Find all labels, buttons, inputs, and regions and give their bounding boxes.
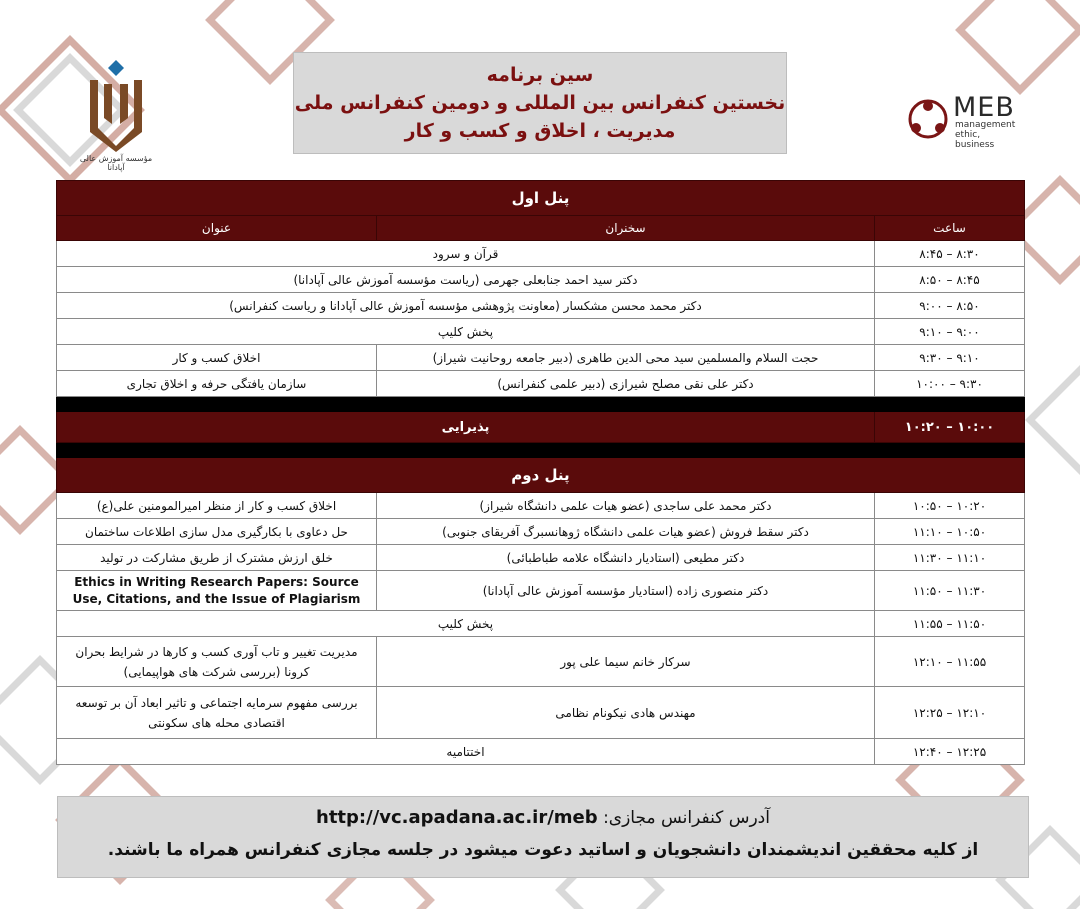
break-label: پذیرایی <box>56 412 874 443</box>
institute-caption: مؤسسه آموزش عالی آپادانا <box>79 154 153 172</box>
row-topic: خلق ارزش مشترک از طریق مشارکت در تولید <box>56 545 376 571</box>
row-topic: حل دعاوی با بکارگیری مدل سازی اطلاعات ساختمان <box>56 519 376 545</box>
row-time: ۱۰:۲۰ – ۱۰:۵۰ <box>875 493 1025 519</box>
table-row <box>56 637 1024 687</box>
table-row <box>56 545 1024 571</box>
separator-bar <box>56 443 1024 458</box>
table-row <box>56 493 1024 519</box>
footer-address-label: آدرس کنفرانس مجازی: <box>603 808 770 828</box>
panel-2-title: پنل دوم <box>56 458 1024 493</box>
row-speaker: دکتر مطیعی (استادیار دانشگاه علامه طباطبائی) <box>377 545 875 571</box>
table-row <box>56 739 1024 765</box>
row-time: ۹:۳۰ – ۱۰:۰۰ <box>875 371 1025 397</box>
row-time: ۸:۵۰ – ۹:۰۰ <box>875 293 1025 319</box>
row-speaker: دکتر محمد علی ساجدی (عضو هیات علمی دانشگاه شیراز) <box>377 493 875 519</box>
institute-logo-icon <box>78 58 154 153</box>
title-line-3: مدیریت ، اخلاق و کسب و کار <box>404 120 676 142</box>
panel-1-title-row <box>56 181 1024 216</box>
meb-sub-2: ethic, business <box>955 130 995 150</box>
table-row <box>56 345 1024 371</box>
header-speaker: سخنران <box>377 216 875 241</box>
meb-logo-icon <box>905 96 951 142</box>
meb-sub-1: management <box>955 120 1016 130</box>
header-topic: عنوان <box>56 216 376 241</box>
row-speaker: پخش کلیپ <box>56 611 874 637</box>
row-speaker: اختتامیه <box>56 739 874 765</box>
meb-name: MEB <box>953 92 1015 123</box>
table-row <box>56 687 1024 739</box>
conference-url-link[interactable]: http://vc.apadana.ac.ir/meb <box>316 807 598 828</box>
row-time: ۸:۴۵ – ۸:۵۰ <box>875 267 1025 293</box>
row-time: ۱۱:۳۰ – ۱۱:۵۰ <box>875 571 1025 611</box>
break-time: ۱۰:۰۰ – ۱۰:۲۰ <box>875 412 1025 443</box>
footer-line-1 <box>58 805 1028 831</box>
row-topic: مدیریت تغییر و تاب آوری کسب و کارها در شرایط بحران کرونا (بررسی شرکت های هواپیمایی) <box>56 637 376 687</box>
title-box <box>293 52 787 154</box>
table-row <box>56 519 1024 545</box>
table-row <box>56 371 1024 397</box>
row-topic: سازمان یافتگی حرفه و اخلاق تجاری <box>56 371 376 397</box>
table-row <box>56 611 1024 637</box>
table-row <box>56 571 1024 611</box>
title-line-1: سین برنامه <box>486 64 594 86</box>
break-row <box>56 412 1024 443</box>
row-topic: اخلاق کسب و کار <box>56 345 376 371</box>
row-topic: Ethics in Writing Research Papers: Source Use, Citations, and the Issue of Plagiarism <box>56 571 376 611</box>
row-speaker: دکتر سید احمد جنابعلی جهرمی (ریاست مؤسسه آموزش عالی آپادانا) <box>56 267 874 293</box>
table-row <box>56 267 1024 293</box>
table-row <box>56 319 1024 345</box>
row-time: ۱۱:۵۰ – ۱۱:۵۵ <box>875 611 1025 637</box>
row-speaker: مهندس هادی نیکونام نظامی <box>377 687 875 739</box>
row-topic: بررسی مفهوم سرمایه اجتماعی و تاثیر ابعاد آن بر توسعه اقتصادی محله های سکونتی <box>56 687 376 739</box>
row-time: ۹:۱۰ – ۹:۳۰ <box>875 345 1025 371</box>
footer-invitation: از کلیه محققین اندیشمندان دانشجویان و اساتید دعوت میشود در جلسه مجازی کنفرانس همراه ما باشند. <box>107 840 979 860</box>
row-time: ۱۱:۱۰ – ۱۱:۳۰ <box>875 545 1025 571</box>
row-topic: اخلاق کسب و کار از منظر امیرالمومنین علی(ع) <box>56 493 376 519</box>
institute-logo <box>78 58 154 170</box>
panel-2-title-row <box>56 458 1024 493</box>
header-row <box>56 216 1024 241</box>
row-speaker: حجت السلام والمسلمین سید محی الدین طاهری (دبیر جامعه روحانیت شیراز) <box>377 345 875 371</box>
row-time: ۱۱:۵۵ – ۱۲:۱۰ <box>875 637 1025 687</box>
separator-bar <box>56 397 1024 412</box>
row-time: ۱۲:۱۰ – ۱۲:۲۵ <box>875 687 1025 739</box>
row-speaker: دکتر منصوری زاده (استادیار مؤسسه آموزش عالی آپادانا) <box>377 571 875 611</box>
title-line-2: نخستین کنفرانس بین المللی و دومین کنفرانس ملی <box>294 92 786 114</box>
table-row <box>56 241 1024 267</box>
meb-logo <box>905 92 1020 150</box>
row-speaker: دکتر علی نقی مصلح شیرازی (دبیر علمی کنفرانس) <box>377 371 875 397</box>
header-time: ساعت <box>875 216 1025 241</box>
row-time: ۱۲:۲۵ – ۱۲:۴۰ <box>875 739 1025 765</box>
row-time: ۸:۳۰ – ۸:۴۵ <box>875 241 1025 267</box>
row-time: ۹:۰۰ – ۹:۱۰ <box>875 319 1025 345</box>
schedule-table <box>57 180 1025 765</box>
table-row <box>56 293 1024 319</box>
row-speaker: قرآن و سرود <box>56 241 874 267</box>
footer-box <box>57 796 1029 878</box>
row-speaker: پخش کلیپ <box>56 319 874 345</box>
row-speaker: دکتر سقط فروش (عضو هیات علمی دانشگاه ژوهانسبرگ آفریقای جنوبی) <box>377 519 875 545</box>
row-speaker: سرکار خانم سیما علی پور <box>377 637 875 687</box>
row-speaker: دکتر محمد محسن مشکسار (معاونت پژوهشی مؤسسه آموزش عالی آپادانا و ریاست کنفرانس) <box>56 293 874 319</box>
panel-1-title: پنل اول <box>56 181 1024 216</box>
row-time: ۱۰:۵۰ – ۱۱:۱۰ <box>875 519 1025 545</box>
